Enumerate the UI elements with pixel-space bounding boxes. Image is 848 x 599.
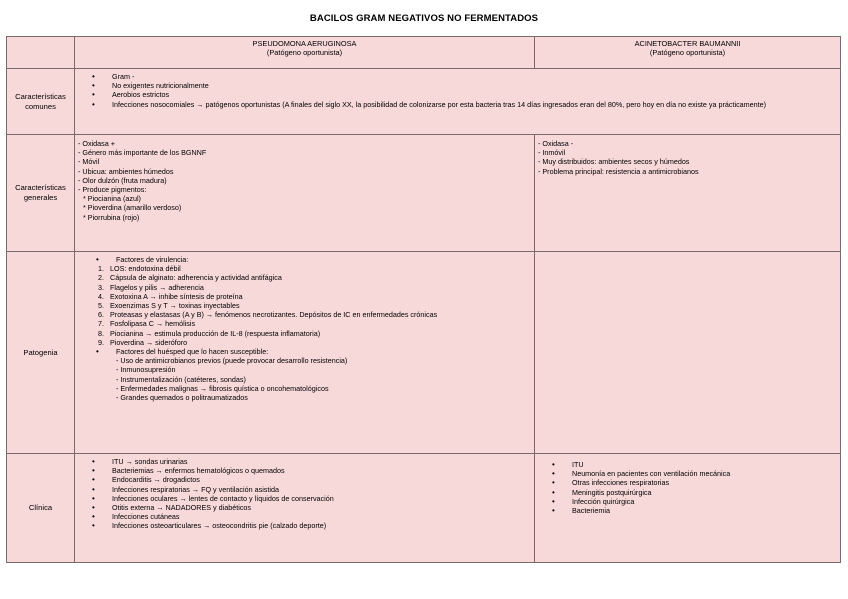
- list-item: • Infecciones nosocomiales → patógenos oportunistas (A finales del siglo XX, la posibilidad de colonizarse por esta bacteria tras 14 días ingresados eran del 80%, pero hoy en día no existe ya prácticamente): [78, 100, 837, 109]
- list-item: * Piorrubina (rojo): [83, 212, 140, 222]
- list-item: 9. Pioverdina → sideróforo: [98, 337, 188, 347]
- list-item: * Piocianina (azul): [83, 194, 141, 204]
- list-item: 8. Piocianina → estimula producción de IL-8 (respuesta inflamatoria): [98, 328, 321, 338]
- list-item: • Neumonía en pacientes con ventilación mecánica: [538, 469, 837, 478]
- list-item: - Ubicua: ambientes húmedos: [78, 166, 174, 176]
- list-item: 6. Proteasas y elastasas (A y B) → fenómenos necrotizantes. Depósitos de IC en enfermedades crónicas: [98, 310, 438, 320]
- list-item: - Olor dulzón (fruta madura): [78, 175, 167, 185]
- comunes-list: [78, 72, 837, 109]
- list-item: • Infección quirúrgica: [538, 497, 837, 506]
- list-item: • ITU: [538, 460, 837, 469]
- column-title: PSEUDOMONA AERUGINOSA: [252, 39, 357, 48]
- list-item: - Inmunosupresión: [116, 365, 176, 375]
- list-item: • Bacteriemias → enfermos hematológicos o quemados: [78, 466, 531, 475]
- list-item: - Inmóvil: [538, 148, 566, 158]
- list-item: 1. LOS: endotoxina débil: [98, 264, 181, 274]
- list-item: * Pioverdina (amarillo verdoso): [83, 203, 182, 213]
- generales-pseudomona-cell: [75, 135, 535, 252]
- list-item: • Infecciones cutáneas: [78, 512, 531, 521]
- row-label-generales: Características generales: [7, 135, 75, 252]
- comparison-table: [6, 36, 841, 563]
- column-subtitle: (Patógeno oportunista): [266, 48, 343, 58]
- list-item: - Grandes quemados o politraumatizados: [116, 393, 248, 403]
- list-item: 4. Exotoxina A → inhibe síntesis de proteína: [98, 291, 243, 301]
- list-item: - Uso de antimicrobianos previos (puede provocar desarrollo resistencia): [116, 356, 348, 366]
- patogenia-pseudomona-cell: [75, 252, 535, 454]
- list-item: - Instrumentalización (catéteres, sondas): [116, 374, 246, 384]
- list-item: - Produce pigmentos:: [78, 185, 147, 195]
- list-item: • Aerobios estrictos: [78, 90, 837, 99]
- row-label-clinica: Clínica: [7, 454, 75, 563]
- clinica-pseudomona-list: [78, 457, 531, 531]
- list-item: • Meningitis postquirúrgica: [538, 488, 837, 497]
- document-title: BACILOS GRAM NEGATIVOS NO FERMENTADOS: [309, 13, 539, 24]
- list-item: - Móvil: [78, 157, 100, 167]
- list-item: • Bacteriemia: [538, 506, 837, 515]
- column-subtitle: (Patógeno oportunista): [649, 48, 726, 58]
- list-item: 5. Exoenzimas S y T → toxinas inyectables: [98, 301, 240, 311]
- list-item: • No exigentes nutricionalmente: [78, 81, 837, 90]
- column-title: ACINETOBACTER BAUMANNII: [634, 39, 741, 48]
- list-item: • Infecciones respiratorias → FQ y ventilación asistida: [78, 485, 531, 494]
- list-item: • Gram -: [78, 72, 837, 81]
- column-header-pseudomona: [75, 37, 535, 69]
- list-item: • Infecciones oculares → lentes de contacto y líquidos de conservación: [78, 494, 531, 503]
- corner-cell: [7, 37, 75, 69]
- generales-acinetobacter-cell: [535, 135, 841, 252]
- row-label-comunes: Características comunes: [7, 69, 75, 135]
- list-item: 2. Cápsula de alginato: adherencia y actividad antifágica: [98, 273, 282, 283]
- clinica-acinetobacter-cell: [535, 454, 841, 563]
- column-header-acinetobacter: [535, 37, 841, 69]
- list-item: - Género más importante de los BGNNF: [78, 148, 207, 158]
- patogenia-acinetobacter-cell: [535, 252, 841, 454]
- list-item: • Otras infecciones respiratorias: [538, 478, 837, 487]
- row-patogenia: [7, 252, 841, 454]
- list-item: 3. Flagelos y pilis → adherencia: [98, 282, 204, 292]
- list-item: • ITU → sondas urinarias: [78, 457, 531, 466]
- row-generales: [7, 135, 841, 252]
- comunes-cell: [75, 69, 841, 135]
- list-item: • Otitis externa → NADADORES y diabéticos: [78, 503, 531, 512]
- row-label-patogenia: Patogenia: [7, 252, 75, 454]
- list-item: • Endocarditis → drogadictos: [78, 475, 531, 484]
- clinica-pseudomona-cell: [75, 454, 535, 563]
- virulence-header: • Factores de virulencia:: [78, 255, 531, 264]
- row-clinica: [7, 454, 841, 563]
- host-factors-header: • Factores del huésped que lo hacen susceptible:: [78, 347, 531, 356]
- list-item: - Oxidasa +: [78, 139, 115, 148]
- header-row: [7, 37, 841, 69]
- clinica-acinetobacter-list: [538, 460, 837, 515]
- list-item: - Problema principal: resistencia a antimicrobianos: [538, 166, 699, 176]
- row-comunes: [7, 69, 841, 135]
- list-item: - Enfermedades malignas → fibrosis quística o oncohematológicos: [116, 383, 329, 393]
- list-item: • Infecciones osteoarticulares → osteocondritis pie (calzado deporte): [78, 521, 531, 530]
- list-item: - Muy distribuidos: ambientes secos y húmedos: [538, 157, 690, 167]
- list-item: - Oxidasa -: [538, 139, 574, 148]
- list-item: 7. Fosfolipasa C → hemólisis: [98, 319, 196, 329]
